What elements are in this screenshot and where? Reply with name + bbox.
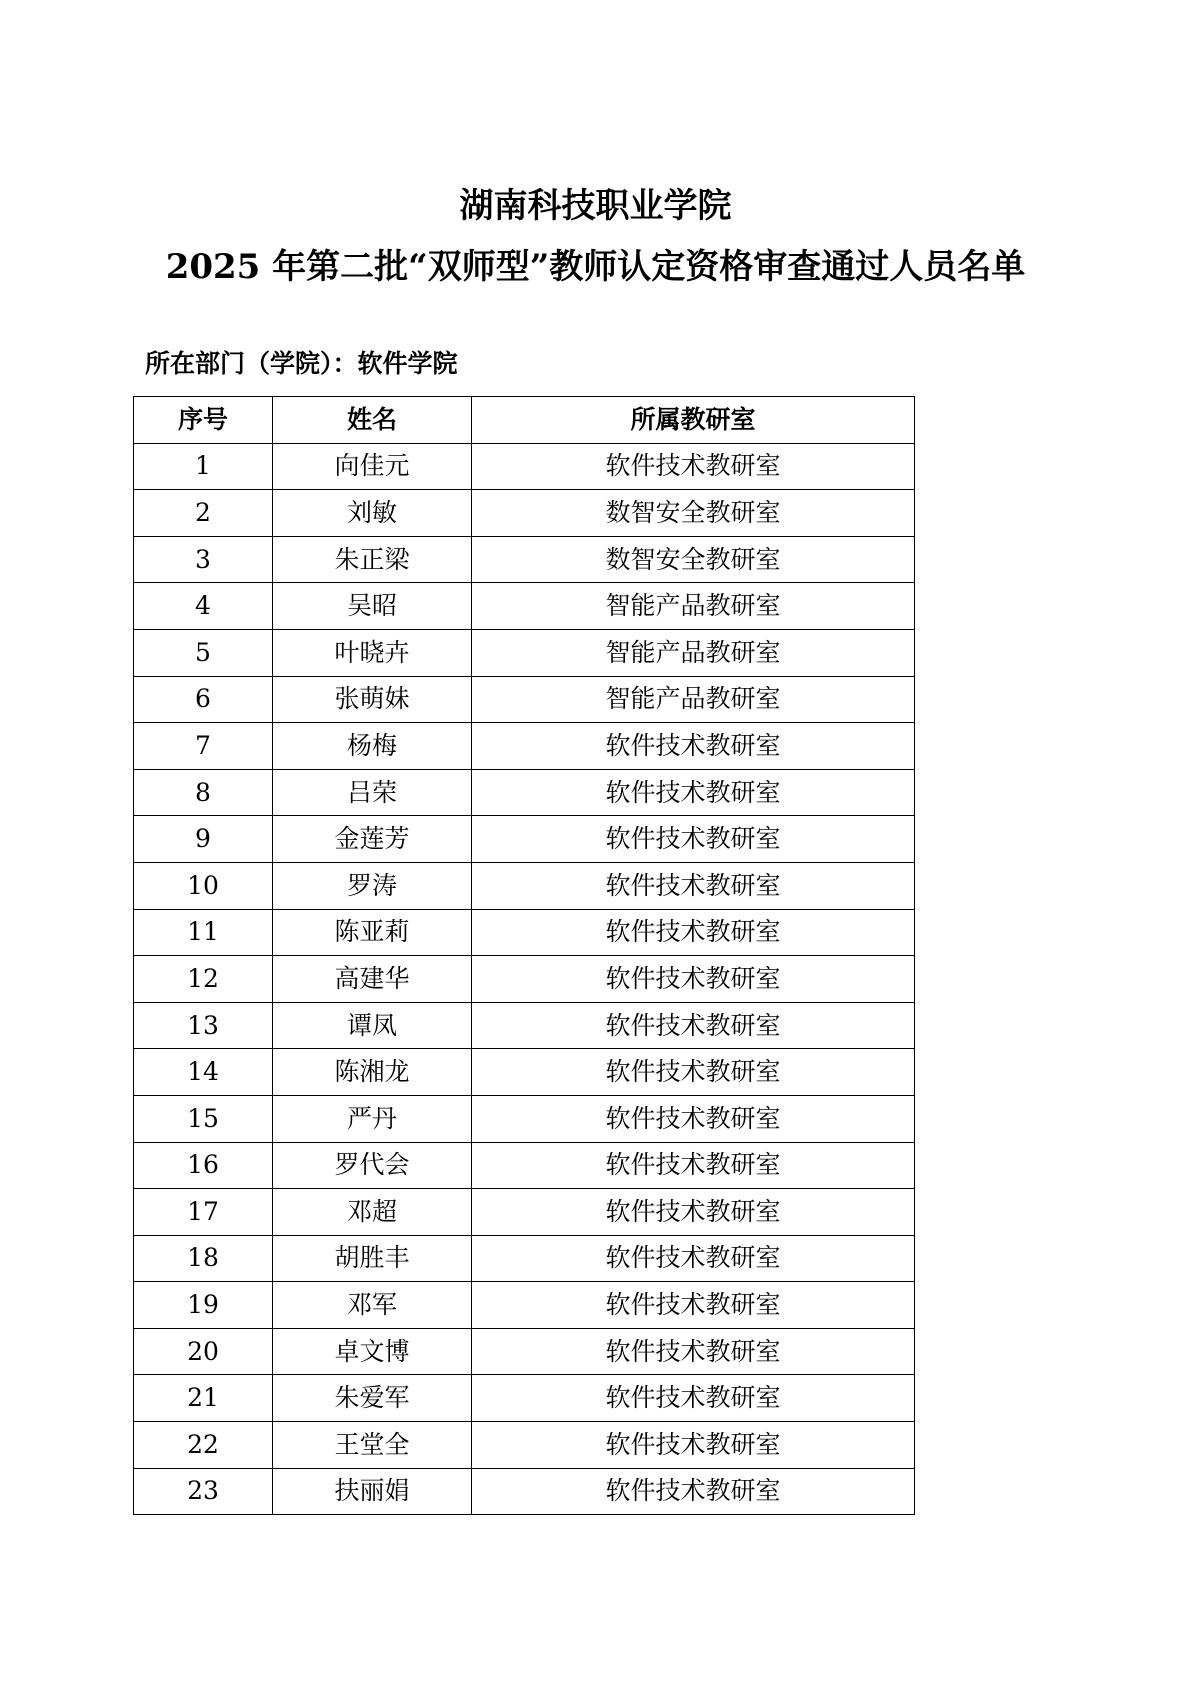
cell-name: 谭凤	[273, 1002, 472, 1049]
cell-index: 16	[134, 1142, 273, 1189]
cell-name: 金莲芳	[273, 816, 472, 863]
cell-index: 18	[134, 1235, 273, 1282]
cell-index: 19	[134, 1282, 273, 1329]
cell-name: 张萌妹	[273, 676, 472, 723]
cell-index: 20	[134, 1328, 273, 1375]
cell-index: 8	[134, 769, 273, 816]
personnel-table	[133, 396, 915, 1515]
table-row	[134, 676, 915, 723]
cell-name: 胡胜丰	[273, 1235, 472, 1282]
cell-index: 3	[134, 536, 273, 583]
cell-office: 智能产品教研室	[472, 676, 915, 723]
table-row	[134, 583, 915, 630]
table-row	[134, 723, 915, 770]
cell-office: 软件技术教研室	[472, 1189, 915, 1236]
cell-office: 软件技术教研室	[472, 1235, 915, 1282]
page-title: 湖南科技职业学院	[459, 186, 732, 226]
cell-office: 软件技术教研室	[472, 1095, 915, 1142]
cell-index: 23	[134, 1468, 273, 1515]
table-row	[134, 1375, 915, 1422]
table-row	[134, 443, 915, 490]
cell-name: 卓文博	[273, 1328, 472, 1375]
cell-index: 2	[134, 490, 273, 537]
cell-name: 扶丽娟	[273, 1468, 472, 1515]
cell-office: 数智安全教研室	[472, 490, 915, 537]
cell-index: 13	[134, 1002, 273, 1049]
table-row	[134, 1468, 915, 1515]
cell-office: 软件技术教研室	[472, 862, 915, 909]
cell-office: 软件技术教研室	[472, 909, 915, 956]
cell-index: 12	[134, 956, 273, 1003]
cell-name: 严丹	[273, 1095, 472, 1142]
column-header-office: 所属教研室	[472, 397, 915, 444]
cell-office: 软件技术教研室	[472, 769, 915, 816]
cell-index: 10	[134, 862, 273, 909]
table-row	[134, 769, 915, 816]
cell-office: 软件技术教研室	[472, 1282, 915, 1329]
page-subtitle: 2025 年第二批“双师型”教师认定资格审查通过人员名单	[165, 247, 1026, 287]
cell-office: 智能产品教研室	[472, 583, 915, 630]
cell-office: 数智安全教研室	[472, 536, 915, 583]
cell-office: 软件技术教研室	[472, 723, 915, 770]
cell-office: 软件技术教研室	[472, 1375, 915, 1422]
table-row	[134, 1282, 915, 1329]
cell-name: 高建华	[273, 956, 472, 1003]
cell-index: 17	[134, 1189, 273, 1236]
cell-office: 软件技术教研室	[472, 956, 915, 1003]
table-row	[134, 1095, 915, 1142]
cell-office: 软件技术教研室	[472, 1142, 915, 1189]
table-row	[134, 1235, 915, 1282]
table-row	[134, 1189, 915, 1236]
table-row	[134, 536, 915, 583]
cell-index: 7	[134, 723, 273, 770]
table-body	[134, 443, 915, 1515]
cell-index: 5	[134, 629, 273, 676]
table-row	[134, 1328, 915, 1375]
cell-index: 11	[134, 909, 273, 956]
department-label: 所在部门（学院）：软件学院	[145, 349, 458, 378]
table-row	[134, 1049, 915, 1096]
column-header-name: 姓名	[273, 397, 472, 444]
cell-name: 朱爱军	[273, 1375, 472, 1422]
cell-name: 陈亚莉	[273, 909, 472, 956]
table-row	[134, 1142, 915, 1189]
cell-name: 王堂全	[273, 1422, 472, 1469]
cell-office: 软件技术教研室	[472, 1422, 915, 1469]
cell-office: 软件技术教研室	[472, 1002, 915, 1049]
cell-name: 罗代会	[273, 1142, 472, 1189]
cell-office: 软件技术教研室	[472, 1328, 915, 1375]
table-row	[134, 956, 915, 1003]
table-row	[134, 629, 915, 676]
cell-name: 叶晓卉	[273, 629, 472, 676]
cell-index: 14	[134, 1049, 273, 1096]
cell-index: 22	[134, 1422, 273, 1469]
cell-name: 刘敏	[273, 490, 472, 537]
cell-name: 吴昭	[273, 583, 472, 630]
cell-office: 软件技术教研室	[472, 443, 915, 490]
table-row	[134, 1422, 915, 1469]
cell-office: 软件技术教研室	[472, 1049, 915, 1096]
cell-name: 向佳元	[273, 443, 472, 490]
cell-index: 9	[134, 816, 273, 863]
cell-index: 4	[134, 583, 273, 630]
cell-name: 邓超	[273, 1189, 472, 1236]
cell-name: 杨梅	[273, 723, 472, 770]
cell-index: 6	[134, 676, 273, 723]
cell-office: 软件技术教研室	[472, 1468, 915, 1515]
cell-office: 智能产品教研室	[472, 629, 915, 676]
cell-name: 罗涛	[273, 862, 472, 909]
table-row	[134, 862, 915, 909]
table-row	[134, 816, 915, 863]
table-row	[134, 909, 915, 956]
cell-name: 朱正梁	[273, 536, 472, 583]
table-row	[134, 1002, 915, 1049]
cell-name: 吕荣	[273, 769, 472, 816]
cell-office: 软件技术教研室	[472, 816, 915, 863]
cell-index: 15	[134, 1095, 273, 1142]
cell-name: 陈湘龙	[273, 1049, 472, 1096]
cell-index: 21	[134, 1375, 273, 1422]
table-header-row	[134, 397, 915, 444]
cell-index: 1	[134, 443, 273, 490]
column-header-index: 序号	[134, 397, 273, 444]
cell-name: 邓军	[273, 1282, 472, 1329]
table-row	[134, 490, 915, 537]
